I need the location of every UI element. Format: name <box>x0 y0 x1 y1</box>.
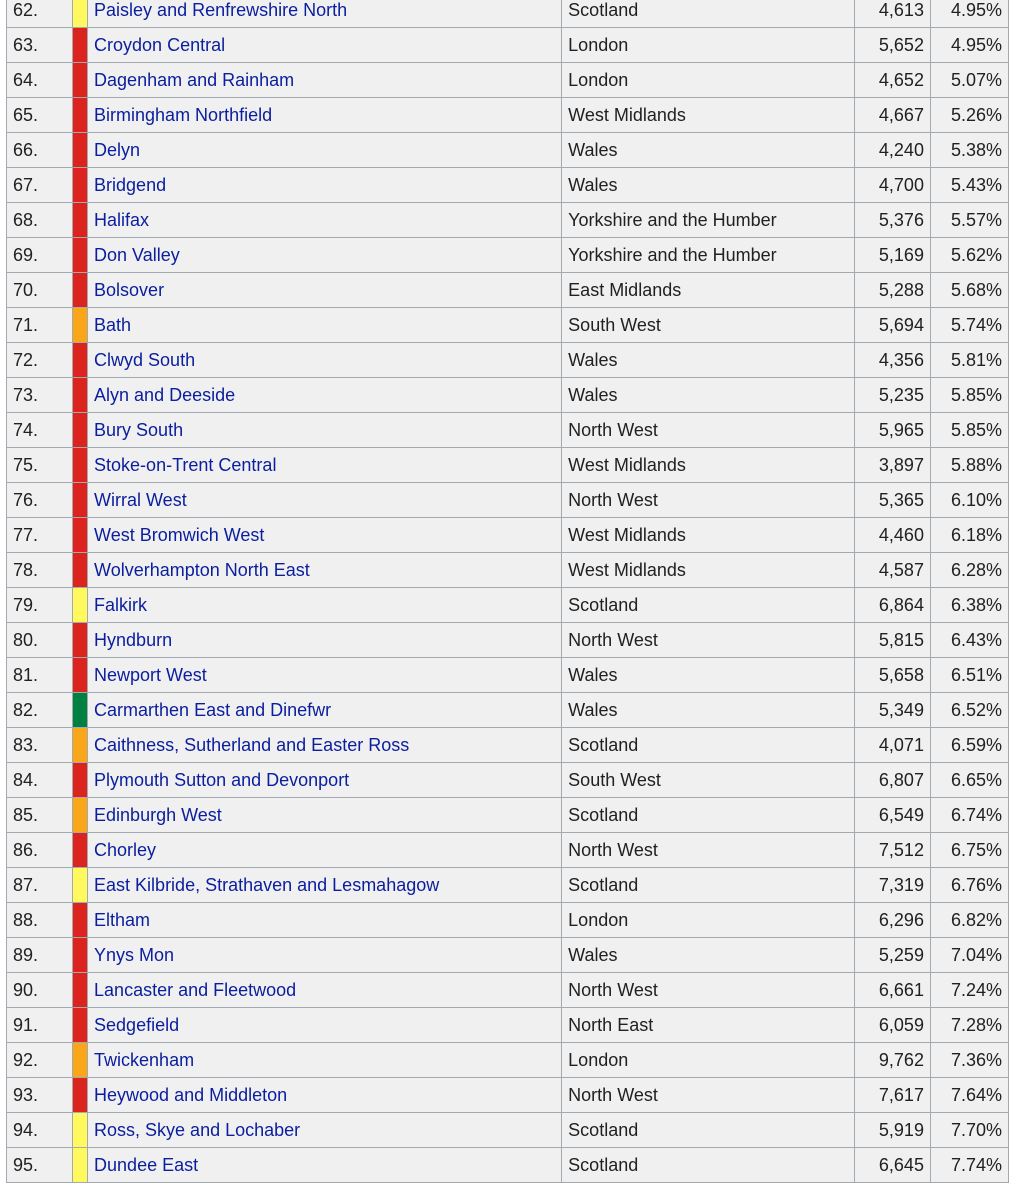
table-row <box>7 763 1009 798</box>
rank-cell: 80. <box>7 623 73 658</box>
region-cell: Yorkshire and the Humber <box>562 203 855 238</box>
constituency-cell <box>88 518 562 553</box>
majority-votes-cell: 4,613 <box>854 0 930 28</box>
party-color-swatch <box>72 343 87 378</box>
majority-percent-cell: 5.07% <box>930 63 1008 98</box>
majority-percent-cell: 5.43% <box>930 168 1008 203</box>
majority-votes-cell: 6,296 <box>854 903 930 938</box>
majority-votes-cell: 5,376 <box>854 203 930 238</box>
majority-votes-cell: 4,700 <box>854 168 930 203</box>
region-cell: Scotland <box>562 588 855 623</box>
constituency-link[interactable]: Heywood and Middleton <box>94 1084 288 1105</box>
table-row <box>7 0 1009 28</box>
table-row <box>7 63 1009 98</box>
table-row <box>7 973 1009 1008</box>
majority-votes-cell: 4,071 <box>854 728 930 763</box>
party-color-swatch <box>72 833 87 868</box>
majority-votes-cell: 6,549 <box>854 798 930 833</box>
constituency-cell <box>88 623 562 658</box>
constituency-cell <box>88 483 562 518</box>
rank-cell: 94. <box>7 1113 73 1148</box>
constituency-link[interactable]: Wirral West <box>94 489 187 510</box>
majority-votes-cell: 4,460 <box>854 518 930 553</box>
region-cell: West Midlands <box>562 518 855 553</box>
majority-votes-cell: 5,658 <box>854 658 930 693</box>
region-cell: Wales <box>562 938 855 973</box>
party-color-swatch <box>72 168 87 203</box>
majority-votes-cell: 5,288 <box>854 273 930 308</box>
majority-votes-cell: 7,319 <box>854 868 930 903</box>
table-row <box>7 238 1009 273</box>
rank-cell: 68. <box>7 203 73 238</box>
majority-percent-cell: 6.75% <box>930 833 1008 868</box>
region-cell: North West <box>562 483 855 518</box>
majority-votes-cell: 5,169 <box>854 238 930 273</box>
majority-percent-cell: 5.81% <box>930 343 1008 378</box>
majority-votes-cell: 5,259 <box>854 938 930 973</box>
constituency-link[interactable]: Plymouth Sutton and Devonport <box>94 769 350 790</box>
region-cell: North West <box>562 1078 855 1113</box>
party-color-swatch <box>72 133 87 168</box>
majority-votes-cell: 4,652 <box>854 63 930 98</box>
majority-percent-cell: 6.28% <box>930 553 1008 588</box>
region-cell: Scotland <box>562 0 855 28</box>
region-cell: Wales <box>562 378 855 413</box>
party-color-swatch <box>72 1078 87 1113</box>
region-cell: London <box>562 1043 855 1078</box>
party-color-swatch <box>72 868 87 903</box>
table-row <box>7 693 1009 728</box>
table-row <box>7 658 1009 693</box>
constituency-link[interactable]: Ynys Mon <box>94 944 175 965</box>
region-cell: West Midlands <box>562 553 855 588</box>
region-cell: Scotland <box>562 728 855 763</box>
table-row <box>7 588 1009 623</box>
party-color-swatch <box>72 763 87 798</box>
table-row <box>7 133 1009 168</box>
constituency-link[interactable]: Alyn and Deeside <box>94 384 236 405</box>
majority-votes-cell: 5,965 <box>854 413 930 448</box>
region-cell: North West <box>562 973 855 1008</box>
majority-percent-cell: 5.85% <box>930 378 1008 413</box>
constituency-link[interactable]: Lancaster and Fleetwood <box>94 979 297 1000</box>
majority-percent-cell: 6.51% <box>930 658 1008 693</box>
majority-votes-cell: 4,667 <box>854 98 930 133</box>
constituency-link[interactable]: Delyn <box>94 139 141 160</box>
rank-cell: 79. <box>7 588 73 623</box>
table-row <box>7 1078 1009 1113</box>
constituency-cell <box>88 133 562 168</box>
majority-votes-cell: 4,240 <box>854 133 930 168</box>
rank-cell: 74. <box>7 413 73 448</box>
constituency-cell <box>88 308 562 343</box>
majority-percent-cell: 7.28% <box>930 1008 1008 1043</box>
rank-cell: 77. <box>7 518 73 553</box>
party-color-swatch <box>72 413 87 448</box>
party-color-swatch <box>72 658 87 693</box>
majority-percent-cell: 5.74% <box>930 308 1008 343</box>
majority-percent-cell: 6.43% <box>930 623 1008 658</box>
region-cell: Wales <box>562 658 855 693</box>
table-row <box>7 203 1009 238</box>
region-cell: North East <box>562 1008 855 1043</box>
rank-cell: 75. <box>7 448 73 483</box>
rank-cell: 85. <box>7 798 73 833</box>
party-color-swatch <box>72 938 87 973</box>
table-row <box>7 28 1009 63</box>
majority-percent-cell: 5.62% <box>930 238 1008 273</box>
table-row <box>7 553 1009 588</box>
table-body <box>7 0 1009 1183</box>
majority-percent-cell: 6.59% <box>930 728 1008 763</box>
table-row <box>7 308 1009 343</box>
majority-votes-cell: 5,815 <box>854 623 930 658</box>
region-cell: Scotland <box>562 1148 855 1183</box>
majority-votes-cell: 9,762 <box>854 1043 930 1078</box>
constituency-cell <box>88 973 562 1008</box>
rank-cell: 76. <box>7 483 73 518</box>
majority-percent-cell: 7.04% <box>930 938 1008 973</box>
rank-cell: 82. <box>7 693 73 728</box>
party-color-swatch <box>72 973 87 1008</box>
table-row <box>7 98 1009 133</box>
party-color-swatch <box>72 98 87 133</box>
region-cell: London <box>562 63 855 98</box>
rank-cell: 69. <box>7 238 73 273</box>
majority-votes-cell: 6,645 <box>854 1148 930 1183</box>
majority-percent-cell: 6.38% <box>930 588 1008 623</box>
constituency-link[interactable]: Clwyd South <box>94 349 196 370</box>
table-row <box>7 448 1009 483</box>
constituency-link[interactable]: West Bromwich West <box>94 524 265 545</box>
constituency-link[interactable]: Bury South <box>94 419 184 440</box>
table-row <box>7 833 1009 868</box>
majority-percent-cell: 4.95% <box>930 0 1008 28</box>
constituency-cell <box>88 98 562 133</box>
majority-percent-cell: 5.68% <box>930 273 1008 308</box>
table-row <box>7 343 1009 378</box>
constituency-link[interactable]: Newport West <box>94 664 207 685</box>
rank-cell: 64. <box>7 63 73 98</box>
constituency-link[interactable]: Eltham <box>94 909 151 930</box>
constituency-link[interactable]: Twickenham <box>94 1049 195 1070</box>
majority-percent-cell: 5.26% <box>930 98 1008 133</box>
constituency-link[interactable]: Wolverhampton North East <box>94 559 310 580</box>
party-color-swatch <box>72 203 87 238</box>
table-row <box>7 1008 1009 1043</box>
constituency-link[interactable]: Stoke-on-Trent Central <box>94 454 277 475</box>
party-color-swatch <box>72 63 87 98</box>
rank-cell: 92. <box>7 1043 73 1078</box>
table-row <box>7 413 1009 448</box>
party-color-swatch <box>72 308 87 343</box>
rank-cell: 90. <box>7 973 73 1008</box>
constituency-cell <box>88 833 562 868</box>
constituency-cell <box>88 28 562 63</box>
constituency-link[interactable]: Bath <box>94 314 132 335</box>
majority-percent-cell: 6.76% <box>930 868 1008 903</box>
rank-cell: 83. <box>7 728 73 763</box>
rank-cell: 78. <box>7 553 73 588</box>
constituency-cell <box>88 903 562 938</box>
constituency-cell <box>88 658 562 693</box>
rank-cell: 70. <box>7 273 73 308</box>
rank-cell: 88. <box>7 903 73 938</box>
table-row <box>7 168 1009 203</box>
region-cell: West Midlands <box>562 98 855 133</box>
constituency-link[interactable]: Dundee East <box>94 1154 199 1175</box>
region-cell: West Midlands <box>562 448 855 483</box>
constituency-link[interactable]: East Kilbride, Strathaven and Lesmahagow <box>94 874 440 895</box>
constituency-link[interactable]: Edinburgh West <box>94 804 222 825</box>
constituency-cell <box>88 63 562 98</box>
majority-votes-cell: 3,897 <box>854 448 930 483</box>
constituency-cell <box>88 1078 562 1113</box>
rank-cell: 91. <box>7 1008 73 1043</box>
constituency-cell <box>88 763 562 798</box>
region-cell: London <box>562 28 855 63</box>
region-cell: North West <box>562 833 855 868</box>
constituency-link[interactable]: Birmingham Northfield <box>94 104 273 125</box>
party-color-swatch <box>72 1043 87 1078</box>
table-row <box>7 518 1009 553</box>
majority-votes-cell: 5,235 <box>854 378 930 413</box>
party-color-swatch <box>72 693 87 728</box>
rank-cell: 66. <box>7 133 73 168</box>
rank-cell: 84. <box>7 763 73 798</box>
majority-votes-cell: 6,807 <box>854 763 930 798</box>
party-color-swatch <box>72 0 87 28</box>
majority-votes-cell: 5,365 <box>854 483 930 518</box>
majority-votes-cell: 6,864 <box>854 588 930 623</box>
majority-percent-cell: 6.18% <box>930 518 1008 553</box>
region-cell: Scotland <box>562 1113 855 1148</box>
region-cell: South West <box>562 308 855 343</box>
party-color-swatch <box>72 238 87 273</box>
party-color-swatch <box>72 28 87 63</box>
rank-cell: 63. <box>7 28 73 63</box>
constituency-cell <box>88 728 562 763</box>
region-cell: Wales <box>562 133 855 168</box>
majority-votes-cell: 4,587 <box>854 553 930 588</box>
majority-percent-cell: 6.52% <box>930 693 1008 728</box>
constituency-cell <box>88 413 562 448</box>
constituency-cell <box>88 1148 562 1183</box>
majority-votes-cell: 5,694 <box>854 308 930 343</box>
region-cell: North West <box>562 413 855 448</box>
rank-cell: 65. <box>7 98 73 133</box>
majority-votes-cell: 7,617 <box>854 1078 930 1113</box>
table-row <box>7 798 1009 833</box>
party-color-swatch <box>72 588 87 623</box>
party-color-swatch <box>72 1008 87 1043</box>
table-row <box>7 1043 1009 1078</box>
majority-votes-cell: 6,059 <box>854 1008 930 1043</box>
majority-percent-cell: 5.85% <box>930 413 1008 448</box>
constituency-link[interactable]: Paisley and Renfrewshire North <box>94 0 348 20</box>
majority-percent-cell: 4.95% <box>930 28 1008 63</box>
majority-votes-cell: 5,919 <box>854 1113 930 1148</box>
constituency-cell <box>88 238 562 273</box>
region-cell: South West <box>562 763 855 798</box>
majority-percent-cell: 6.74% <box>930 798 1008 833</box>
constituency-table <box>6 0 1009 1183</box>
constituency-cell <box>88 553 562 588</box>
rank-cell: 81. <box>7 658 73 693</box>
rank-cell: 62. <box>7 0 73 28</box>
rank-cell: 72. <box>7 343 73 378</box>
party-color-swatch <box>72 1113 87 1148</box>
constituency-cell <box>88 168 562 203</box>
majority-percent-cell: 6.10% <box>930 483 1008 518</box>
majority-percent-cell: 7.70% <box>930 1113 1008 1148</box>
rank-cell: 73. <box>7 378 73 413</box>
majority-percent-cell: 5.57% <box>930 203 1008 238</box>
party-color-swatch <box>72 1148 87 1183</box>
party-color-swatch <box>72 623 87 658</box>
majority-percent-cell: 6.82% <box>930 903 1008 938</box>
majority-percent-cell: 7.24% <box>930 973 1008 1008</box>
party-color-swatch <box>72 273 87 308</box>
constituency-cell <box>88 0 562 28</box>
region-cell: Wales <box>562 168 855 203</box>
party-color-swatch <box>72 798 87 833</box>
constituency-link[interactable]: Chorley <box>94 839 157 860</box>
constituency-link[interactable]: Sedgefield <box>94 1014 180 1035</box>
majority-percent-cell: 7.36% <box>930 1043 1008 1078</box>
region-cell: Wales <box>562 693 855 728</box>
rank-cell: 86. <box>7 833 73 868</box>
rank-cell: 87. <box>7 868 73 903</box>
constituency-link[interactable]: Carmarthen East and Dinefwr <box>94 699 332 720</box>
table-row <box>7 273 1009 308</box>
majority-percent-cell: 6.65% <box>930 763 1008 798</box>
constituency-link[interactable]: Dagenham and Rainham <box>94 69 295 90</box>
region-cell: North West <box>562 623 855 658</box>
constituency-link[interactable]: Halifax <box>94 209 150 230</box>
constituency-link[interactable]: Hyndburn <box>94 629 173 650</box>
majority-votes-cell: 5,349 <box>854 693 930 728</box>
constituency-cell <box>88 343 562 378</box>
table-row <box>7 903 1009 938</box>
party-color-swatch <box>72 483 87 518</box>
table-row <box>7 868 1009 903</box>
constituency-cell <box>88 1113 562 1148</box>
constituency-cell <box>88 378 562 413</box>
rank-cell: 93. <box>7 1078 73 1113</box>
constituency-cell <box>88 938 562 973</box>
table-row <box>7 1148 1009 1183</box>
constituency-link[interactable]: Ross, Skye and Lochaber <box>94 1119 301 1140</box>
constituency-cell <box>88 798 562 833</box>
majority-percent-cell: 5.88% <box>930 448 1008 483</box>
party-color-swatch <box>72 903 87 938</box>
majority-votes-cell: 6,661 <box>854 973 930 1008</box>
rank-cell: 71. <box>7 308 73 343</box>
constituency-link[interactable]: Bridgend <box>94 174 167 195</box>
constituency-cell <box>88 868 562 903</box>
majority-percent-cell: 7.74% <box>930 1148 1008 1183</box>
constituency-cell <box>88 1043 562 1078</box>
majority-percent-cell: 5.38% <box>930 133 1008 168</box>
constituency-cell <box>88 203 562 238</box>
party-color-swatch <box>72 518 87 553</box>
region-cell: Scotland <box>562 798 855 833</box>
constituency-link[interactable]: Croydon Central <box>94 34 226 55</box>
rank-cell: 67. <box>7 168 73 203</box>
constituency-cell <box>88 448 562 483</box>
majority-votes-cell: 5,652 <box>854 28 930 63</box>
table-row <box>7 938 1009 973</box>
party-color-swatch <box>72 378 87 413</box>
constituency-link[interactable]: Falkirk <box>94 594 148 615</box>
constituency-link[interactable]: Caithness, Sutherland and Easter Ross <box>94 734 410 755</box>
majority-votes-cell: 4,356 <box>854 343 930 378</box>
constituency-cell <box>88 1008 562 1043</box>
party-color-swatch <box>72 728 87 763</box>
rank-cell: 95. <box>7 1148 73 1183</box>
region-cell: East Midlands <box>562 273 855 308</box>
party-color-swatch <box>72 448 87 483</box>
region-cell: Wales <box>562 343 855 378</box>
region-cell: Yorkshire and the Humber <box>562 238 855 273</box>
constituency-cell <box>88 588 562 623</box>
table-row <box>7 378 1009 413</box>
majority-votes-cell: 7,512 <box>854 833 930 868</box>
majority-percent-cell: 7.64% <box>930 1078 1008 1113</box>
party-color-swatch <box>72 553 87 588</box>
rank-cell: 89. <box>7 938 73 973</box>
constituency-cell <box>88 693 562 728</box>
table-row <box>7 483 1009 518</box>
table-row <box>7 623 1009 658</box>
constituency-link[interactable]: Bolsover <box>94 279 165 300</box>
table-row <box>7 728 1009 763</box>
region-cell: London <box>562 903 855 938</box>
constituency-link[interactable]: Don Valley <box>94 244 180 265</box>
table-row <box>7 1113 1009 1148</box>
region-cell: Scotland <box>562 868 855 903</box>
constituency-cell <box>88 273 562 308</box>
